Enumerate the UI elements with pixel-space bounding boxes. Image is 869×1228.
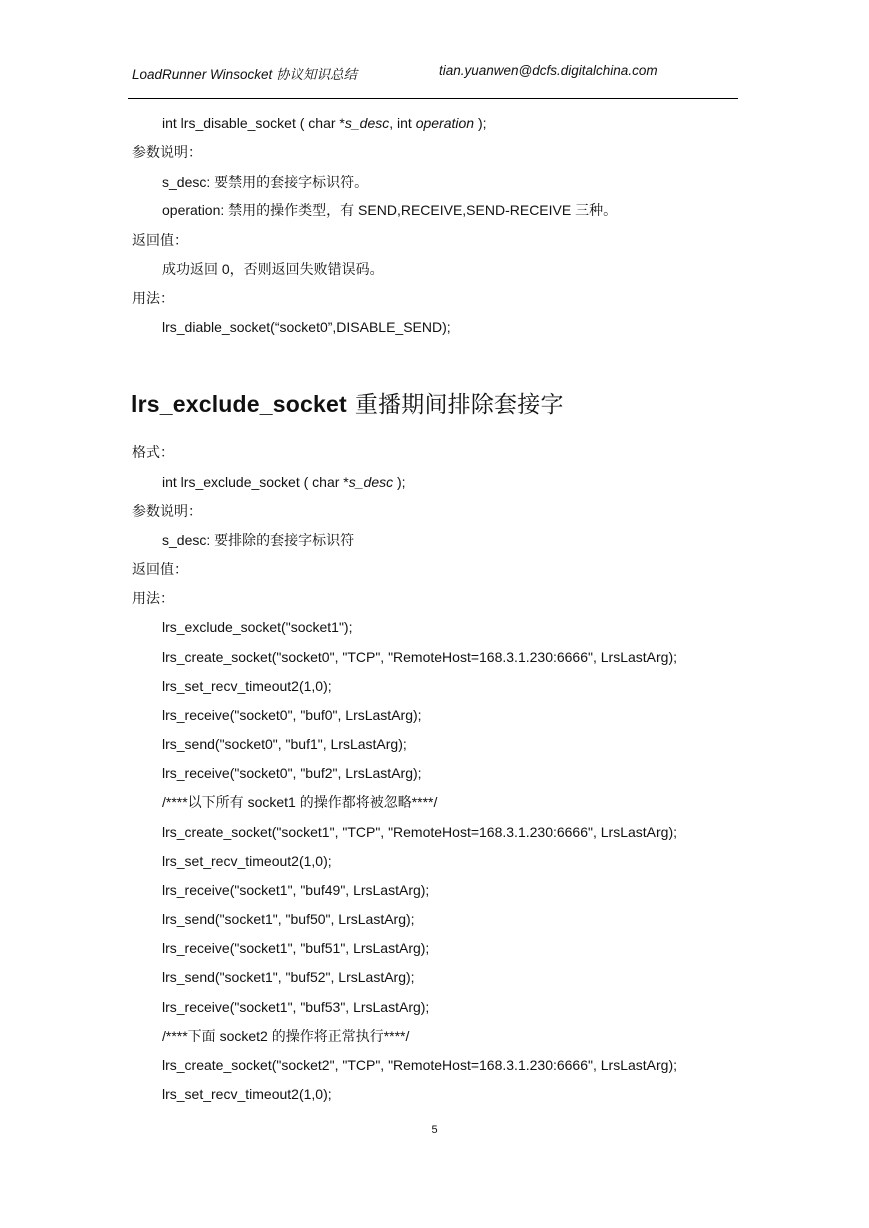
params-label: 参数说明：: [132, 503, 202, 519]
return-description: 成功返回 0，否则返回失败错误码。: [162, 261, 384, 277]
code-line: lrs_receive("socket1", "buf53", LrsLastArg);: [162, 999, 430, 1015]
syntax-text: , int: [389, 115, 416, 131]
header-title: LoadRunner Winsocket 协议知识总结: [132, 67, 357, 82]
syntax-text: );: [474, 115, 487, 131]
param-description: s_desc: 要排除的套接字标识符: [162, 532, 355, 548]
code-line: lrs_exclude_socket("socket1");: [162, 619, 353, 635]
code-line: lrs_receive("socket0", "buf2", LrsLastArg);: [162, 765, 422, 781]
param-description: operation: 禁用的操作类型，有 SEND,RECEIVE,SEND-RECEIVE 三种。: [162, 202, 618, 218]
heading-function-name: lrs_exclude_socket: [131, 391, 347, 417]
format-label: 格式：: [132, 444, 174, 460]
syntax-text: int lrs_disable_socket ( char *: [162, 115, 345, 131]
params-label: 参数说明：: [132, 144, 202, 160]
code-comment: /****下面 socket2 的操作将正常执行****/: [162, 1028, 410, 1044]
code-line: lrs_receive("socket1", "buf51", LrsLastArg);: [162, 940, 430, 956]
code-line: lrs_create_socket("socket1", "TCP", "RemoteHost=168.3.1.230:6666", LrsLastArg);: [162, 824, 678, 840]
param-name: s_desc: [348, 474, 394, 490]
heading-description: 重播期间排除套接字: [354, 391, 564, 417]
code-line: lrs_receive("socket0", "buf0", LrsLastArg);: [162, 707, 422, 723]
return-label: 返回值：: [132, 232, 188, 248]
code-comment: /****以下所有 socket1 的操作都将被忽略****/: [162, 794, 438, 810]
usage-label: 用法：: [132, 590, 174, 606]
code-line: lrs_send("socket0", "buf1", LrsLastArg);: [162, 736, 407, 752]
page-number: 5: [431, 1124, 438, 1136]
param-name: operation: [415, 115, 475, 131]
exclude-socket-syntax: [162, 473, 406, 491]
code-line: lrs_set_recv_timeout2(1,0);: [162, 678, 332, 694]
return-label: 返回值：: [132, 561, 188, 577]
section-heading: [131, 386, 564, 419]
code-line: lrs_create_socket("socket2", "TCP", "RemoteHost=168.3.1.230:6666", LrsLastArg);: [162, 1057, 678, 1073]
code-line: lrs_create_socket("socket0", "TCP", "RemoteHost=168.3.1.230:6666", LrsLastArg);: [162, 649, 678, 665]
header-divider: [128, 98, 738, 99]
syntax-text: );: [393, 474, 406, 490]
header-email: tian.yuanwen@dcfs.digitalchina.com: [439, 63, 658, 78]
disable-socket-syntax: [162, 114, 487, 132]
code-line: lrs_set_recv_timeout2(1,0);: [162, 1086, 332, 1102]
code-line: lrs_set_recv_timeout2(1,0);: [162, 853, 332, 869]
code-line: lrs_send("socket1", "buf52", LrsLastArg);: [162, 969, 415, 985]
code-line: lrs_send("socket1", "buf50", LrsLastArg);: [162, 911, 415, 927]
code-line: lrs_receive("socket1", "buf49", LrsLastArg);: [162, 882, 430, 898]
usage-code: lrs_diable_socket(“socket0”,DISABLE_SEND);: [162, 319, 451, 335]
param-description: s_desc: 要禁用的套接字标识符。: [162, 174, 369, 190]
param-name: s_desc: [344, 115, 390, 131]
syntax-text: int lrs_exclude_socket ( char *: [162, 474, 349, 490]
usage-label: 用法：: [132, 290, 174, 306]
